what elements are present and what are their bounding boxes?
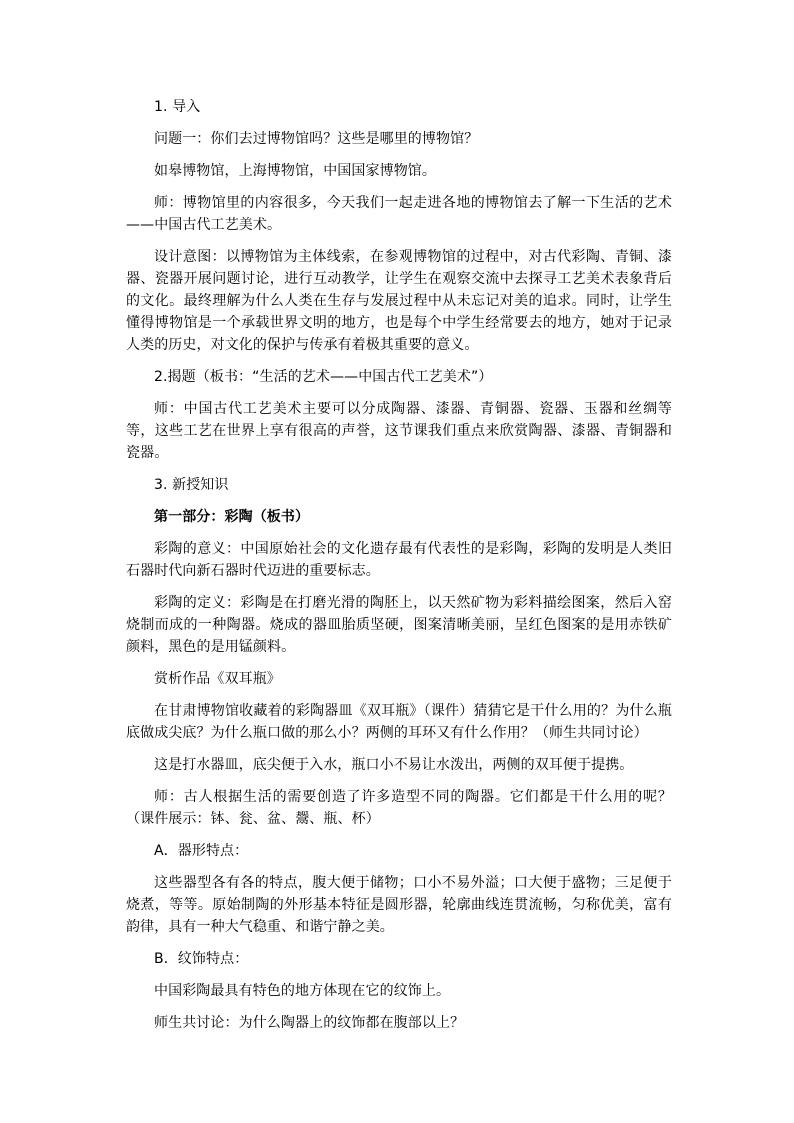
paragraph-decoration-features-heading: B．纹饰特点： xyxy=(154,951,249,967)
paragraph-new-knowledge-heading: 3. 新授知识 xyxy=(154,477,229,493)
paragraph-shape-features-heading: A．器形特点： xyxy=(154,843,249,859)
paragraph-decoration-features-text: 中国彩陶最具有特色的地方体现在它的纹饰上。 xyxy=(154,983,451,999)
paragraph-teacher-categories: 师：中国古代工艺美术主要可以分成陶器、漆器、青铜器、瓷器、玉器和丝绸等等，这些工艺在世界上享有很高的声誉，这节课我们重点来欣赏陶器、漆器、青铜器和瓷器。 xyxy=(126,401,672,461)
paragraph-teacher-pottery-shapes: 师：古人根据生活的需要创造了许多造型不同的陶器。它们都是干什么用的呢？（课件展示：钵、瓮、盆、鬶、瓶、杯） xyxy=(126,789,672,827)
paragraph-painted-pottery-definition: 彩陶的定义：彩陶是在打磨光滑的陶胚上，以天然矿物为彩料描绘图案，然后入窑烧制而成的一种陶器。烧成的器皿胎质坚硬，图案清晰美丽，呈红色图案的是用赤铁矿颜料，黑色的是用锰颜料。 xyxy=(126,595,672,655)
paragraph-artwork-title: 赏析作品《双耳瓶》 xyxy=(154,671,281,687)
paragraph-topic-reveal: 2.揭题（板书：“生活的艺术——中国古代工艺美术”） xyxy=(154,369,493,385)
paragraph-intro-heading: 1. 导入 xyxy=(154,99,201,115)
document-body xyxy=(126,96,672,1044)
paragraph-artwork-questions: 在甘肃博物馆收藏着的彩陶器皿《双耳瓶》（课件）猜猜它是干什么用的？为什么瓶底做成尖底？为什么瓶口做的那么小？两侧的耳环又有什么作用？（师生共同讨论） xyxy=(126,703,672,741)
paragraph-museum-list: 如皋博物馆，上海博物馆，中国国家博物馆。 xyxy=(154,163,436,179)
paragraph-artwork-answer: 这是打水器皿，底尖便于入水，瓶口小不易让水泼出，两侧的双耳便于提携。 xyxy=(154,757,634,773)
paragraph-design-intent: 设计意图：以博物馆为主体线索，在参观博物馆的过程中，对古代彩陶、青铜、漆器、瓷器开展问题讨论，进行互动教学，让学生在观察交流中去探寻工艺美术表象背后的文化。最终理解为什么人类在生存与发展过程中从未忘记对美的追求。同时，让学生懂得博物馆是一个承载世界文明的地方，也是每个中学生经常要去的地方，她对于记录人类的历史，对文化的保护与传承有着极其重要的意义。 xyxy=(126,249,672,353)
paragraph-part-one-heading: 第一部分：彩陶（板书） xyxy=(154,509,310,525)
paragraph-discussion-question: 师生共讨论：为什么陶器上的纹饰都在腹部以上？ xyxy=(154,1015,465,1031)
paragraph-question-one: 问题一：你们去过博物馆吗？这些是哪里的博物馆？ xyxy=(154,131,479,147)
paragraph-teacher-intro: 师：博物馆里的内容很多，今天我们一起走进各地的博物馆去了解一下生活的艺术——中国古代工艺美术。 xyxy=(126,195,672,233)
paragraph-shape-features-text: 这些器型各有各的特点，腹大便于储物；口小不易外溢；口大便于盛物；三足便于烧煮，等等。原始制陶的外形基本特征是圆形器，轮廓曲线连贯流畅，匀称优美，富有韵律，具有一种大气稳重、和谐宁静之美。 xyxy=(126,875,672,935)
paragraph-painted-pottery-meaning: 彩陶的意义：中国原始社会的文化遗存最有代表性的是彩陶，彩陶的发明是人类旧石器时代向新石器时代迈进的重要标志。 xyxy=(126,541,672,579)
